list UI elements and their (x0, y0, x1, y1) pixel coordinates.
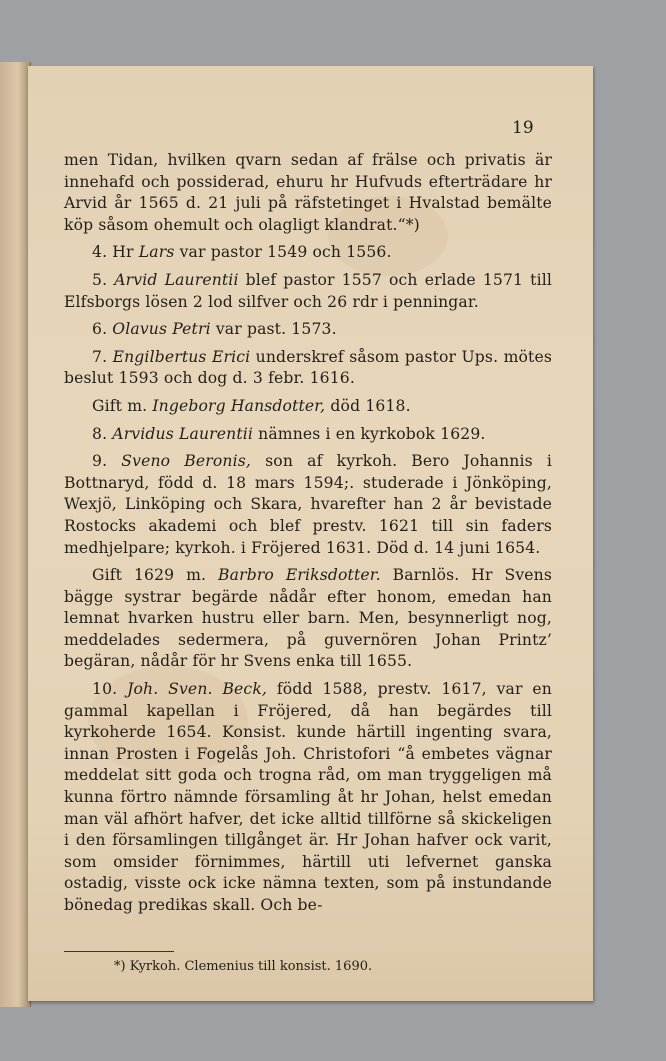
entry-name: Arvidus Laurentii (112, 424, 254, 443)
entry-7-marriage (64, 396, 552, 418)
entry-text: död 1618. (330, 396, 411, 415)
entry-text: Gift m. (92, 396, 148, 415)
entry-text: Barnlös. Hr Svens bägge systrar begärde nådår efter honom, emedan han lemnat hvarken hustru eller barn. Men, besynnerligt nog, meddelades sedermera, på guvernören Johan Printz’ begäran, nådår för hr Svens enka till 1655. (64, 566, 553, 671)
page-number: 19 (512, 118, 534, 138)
entry-6 (64, 319, 552, 341)
entry-number: 9. (92, 452, 108, 471)
entry-4 (64, 242, 552, 264)
entry-name: Sveno Beronis, (121, 452, 252, 471)
entry-text: nämnes i en kyrkobok 1629. (258, 424, 486, 443)
entry-text: Gift 1629 m. (92, 566, 207, 585)
entry-name: Barbro Eriksdotter. (218, 566, 381, 585)
entry-text: född 1588, prestv. 1617, var en gammal kapellan i Fröjered, då han begärdes till kyrkoherde 1654. Konsist. kunde härtill ingenting svara, innan Prosten i Fogelås Joh. Christofori “å embetes vägnar meddelat sitt goda och trogna råd, om man tryggeligen må kunna förtro nämnde församling åt hr Johan, helst emedan man väl afhört hafver, det icke alltid tillförne så skickeligen i den församlingen tillgånget är. Hr Johan hafver ock varit, som omsider förnimmes, härtill uti lefvernet ganska ostadig, visste ock icke nämna texten, som på instundande bönedag predikas skall. Och be- (64, 680, 552, 914)
entry-number: 8. (92, 424, 108, 443)
book-page (28, 66, 593, 1001)
entry-number: 4. (92, 243, 108, 262)
footnote: *) Kyrkoh. Clemenius till konsist. 1690. (114, 959, 373, 974)
entry-name: Engilbertus Erici (112, 347, 251, 366)
paragraph-text: men Tidan, hvilken qvarn sedan af frälse och privatis är innehafd och possiderad, ehuru hr Hufvuds efterträdare hr Arvid år 1565 d. 21 juli på räfstetinget i Hvalstad bemälte köp såsom ohemult och olagligt klandrat.“*) (64, 151, 552, 234)
entry-9 (64, 451, 552, 559)
entry-5 (64, 270, 552, 313)
left-page-edge (0, 62, 31, 1007)
page-body (64, 150, 552, 923)
entry-number: 7. (92, 347, 108, 366)
entry-text: Hr (112, 243, 134, 262)
entry-number: 6. (92, 320, 108, 339)
entry-10 (64, 679, 552, 917)
entry-name: Olavus Petri (112, 320, 211, 339)
entry-name: Ingeborg Hansdotter, (152, 396, 326, 415)
footnote-rule (64, 951, 174, 952)
entry-9-marriage (64, 565, 552, 673)
entry-8 (64, 424, 552, 446)
entry-name: Lars (138, 243, 175, 262)
paragraph (64, 150, 552, 236)
entry-text: underskref såsom pastor Ups. mötes beslut 1593 och dog d. 3 febr. 1616. (64, 347, 552, 388)
entry-text: son af kyrkoh. Bero Johannis i Bottnaryd, född d. 18 mars 1594;. studerade i Jönköping, Wexjö, Linköping och Skara, hvarefter han 2 år bevistade Rostocks akademi och blef prestv. 1621 till sin faders medhjelpare; kyrkoh. i Fröjered 1631. Död d. 14 juni 1654. (64, 452, 553, 557)
entry-name: Arvid Laurentii (114, 270, 239, 289)
entry-text: var past. 1573. (215, 320, 337, 339)
entry-number: 10. (92, 680, 118, 699)
entry-number: 5. (92, 270, 108, 289)
entry-text: blef pastor 1557 och erlade 1571 till Elfsborgs lösen 2 lod silfver och 26 rdr i penningar. (64, 270, 553, 311)
entry-name: Joh. Sven. Beck, (127, 680, 268, 699)
entry-text: var pastor 1549 och 1556. (179, 243, 392, 262)
entry-7 (64, 347, 552, 390)
